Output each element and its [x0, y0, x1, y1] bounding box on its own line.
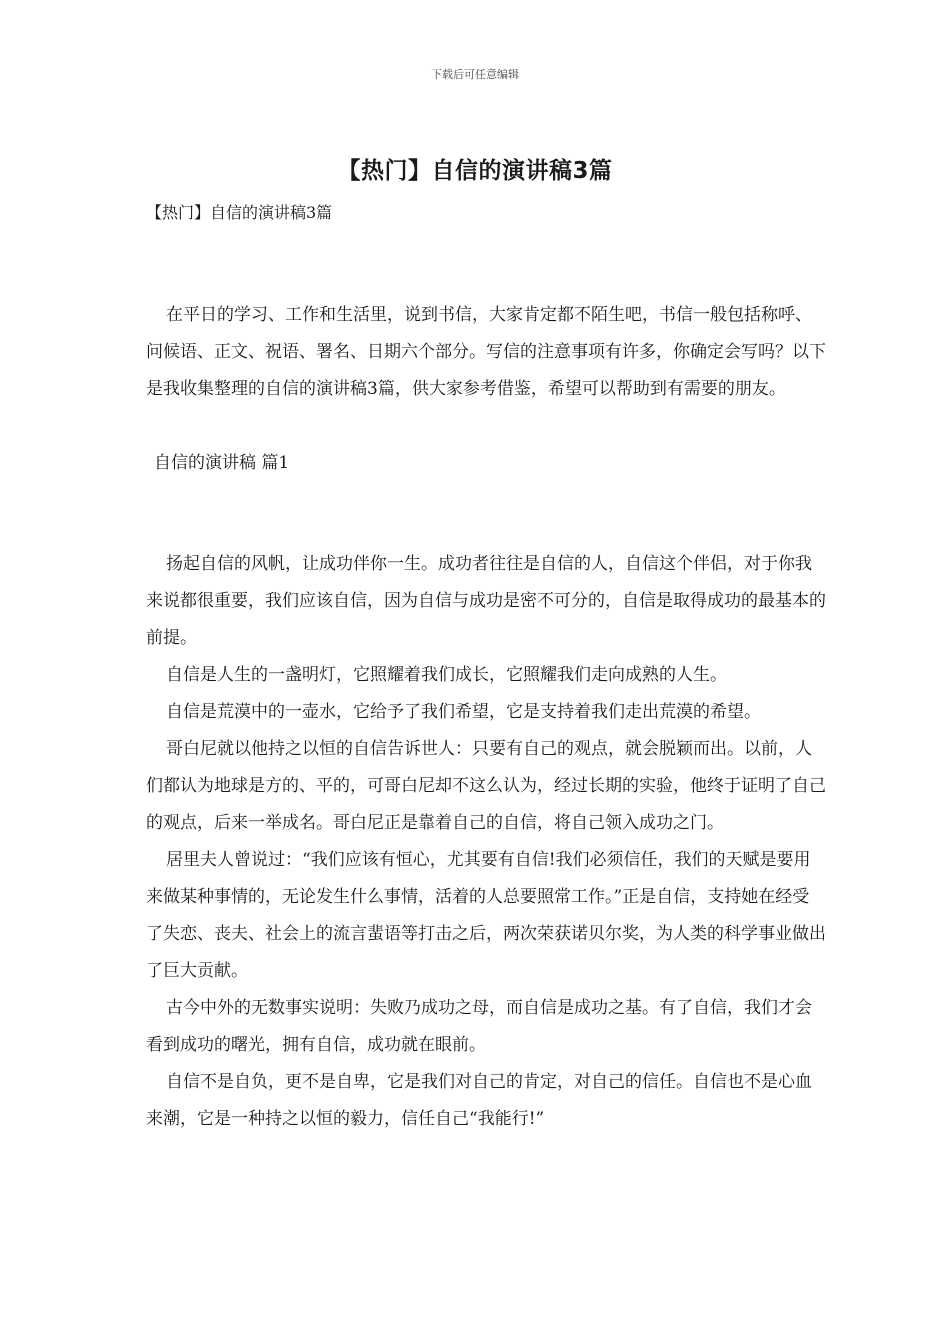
paragraph: 自信不是自负，更不是自卑，它是我们对自己的肯定，对自己的信任。自信也不是心血来潮，它是一种持之以恒的毅力，信任自己“我能行!” — [146, 1072, 812, 1129]
paragraph: 扬起自信的风帆，让成功伴你一生。成功者往往是自信的人，自信这个伴侣，对于你我来说都很重要，我们应该自信，因为自信与成功是密不可分的，自信是取得成功的最基本的前提。 — [146, 554, 826, 648]
header-note: 下载后可任意编辑 — [431, 68, 519, 81]
paragraph: 居里夫人曾说过：“我们应该有恒心，尤其要有自信!我们必须信任，我们的天赋是要用来做某种事情的，无论发生什么事情，活着的人总要照常工作。”正是自信，支持她在经受了失恋、丧夫、社会上的流言蜚语等打击之后，两次荣获诺贝尔奖，为人类的科学事业做出了巨大贡献。 — [146, 850, 826, 981]
speech-body — [146, 546, 826, 1138]
paragraph: 哥白尼就以他持之以恒的自信告诉世人：只要有自己的观点，就会脱颖而出。以前，人们都认为地球是方的、平的，可哥白尼却不这么认为，经过长期的实验，他终于证明了自己的观点，后来一举成名。哥白尼正是靠着自己的自信，将自己领入成功之门。 — [146, 739, 826, 833]
intro-paragraph: 在平日的学习、工作和生活里，说到书信，大家肯定都不陌生吧，书信一般包括称呼、问候语、正文、祝语、署名、日期六个部分。写信的注意事项有许多，你确定会写吗？以下是我收集整理的自信的演讲稿3篇，供大家参考借鉴，希望可以帮助到有需要的朋友。 — [146, 305, 826, 399]
paragraph: 自信是荒漠中的一壶水，它给予了我们希望，它是支持着我们走出荒漠的希望。 — [166, 702, 761, 722]
paragraph: 自信是人生的一盏明灯，它照耀着我们成长，它照耀我们走向成熟的人生。 — [166, 665, 727, 685]
section-heading: 自信的演讲稿 篇1 — [154, 453, 290, 473]
subtitle: 【热门】自信的演讲稿3篇 — [146, 203, 333, 222]
paragraph: 古今中外的无数事实说明：失败乃成功之母，而自信是成功之基。有了自信，我们才会看到成功的曙光，拥有自信，成功就在眼前。 — [146, 998, 812, 1055]
intro-section — [146, 297, 826, 408]
page-title: 【热门】自信的演讲稿3篇 — [337, 158, 613, 184]
